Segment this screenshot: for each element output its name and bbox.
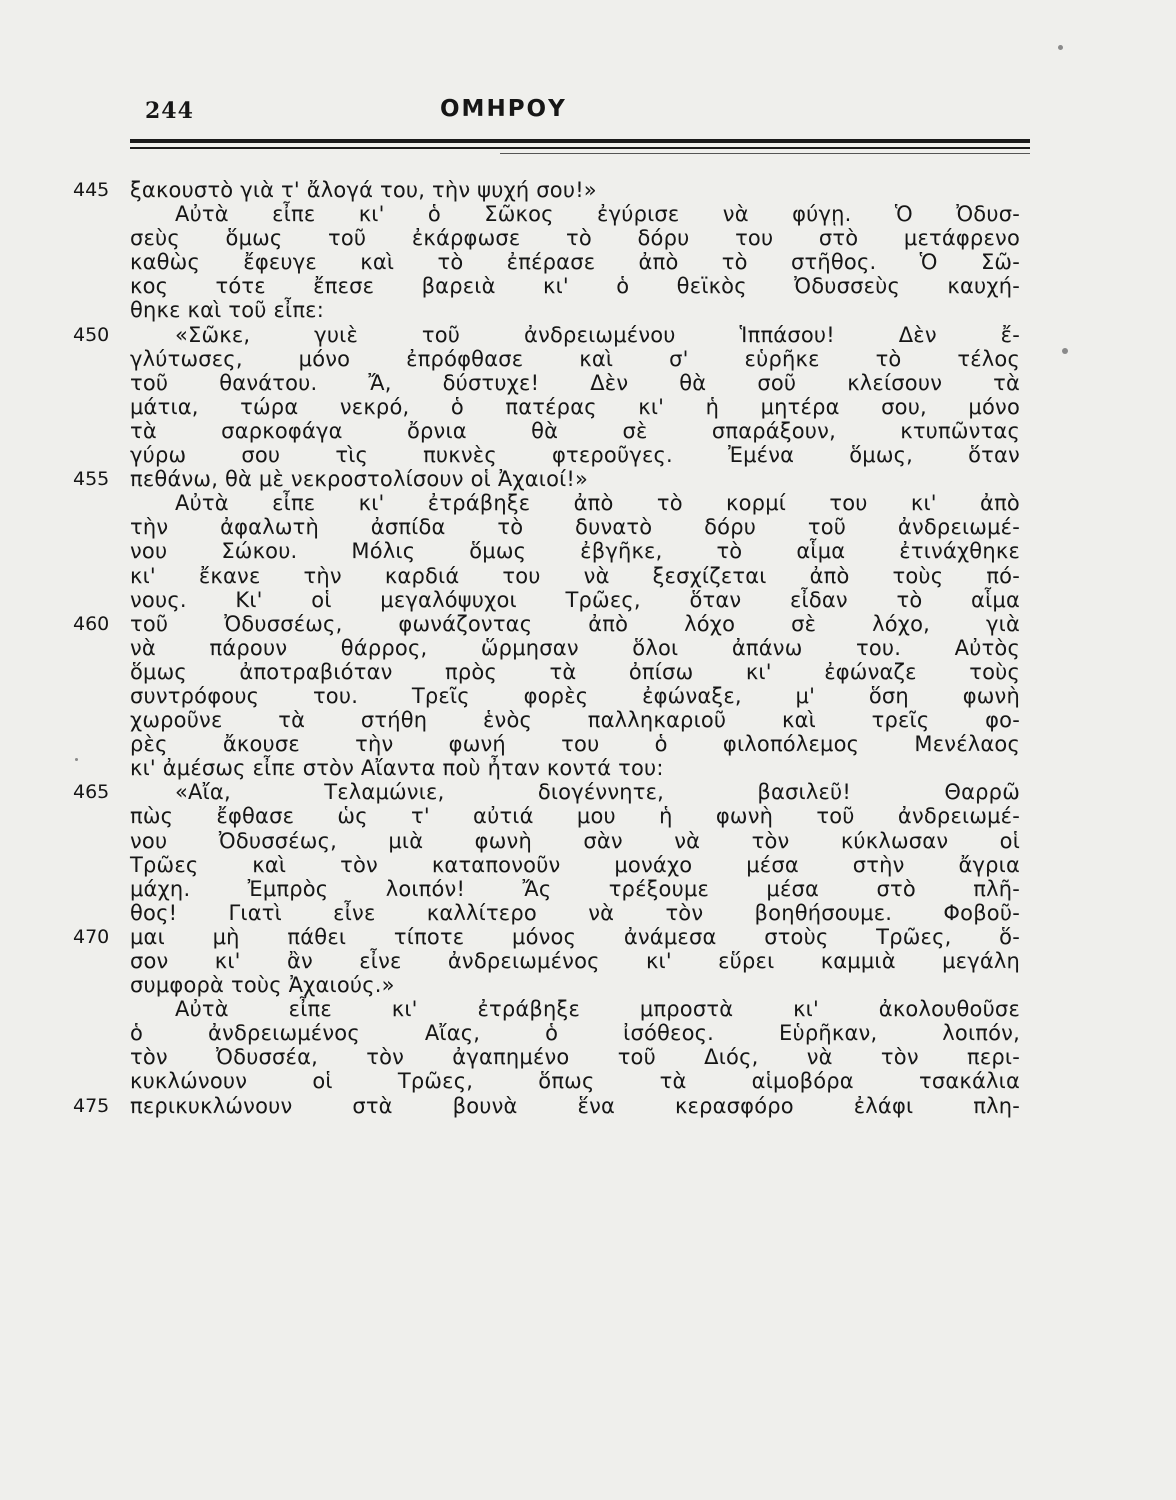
text-line-content: θηκε καὶ τοῦ εἶπε: [130, 298, 325, 323]
text-line [130, 443, 1020, 467]
text-line [130, 1021, 1020, 1045]
text-line-content: συντρόφους του. Τρεῖς φορὲς ἐφώναξε, μ' ὅση φωνὴ [130, 683, 1020, 708]
verse-line-number: 455 [73, 468, 110, 491]
header-rule-fine [500, 153, 1030, 154]
text-line [130, 515, 1020, 539]
text-line-content: νου Σώκου. Μόλις ὅμως ἐβγῆκε, τὸ αἷμα ἐτινάχθηκε [130, 539, 1020, 564]
text-line-content: κι' ἔκανε τὴν καρδιά του νὰ ξεσχίζεται ἀπὸ τοὺς πό- [130, 563, 1020, 588]
text-line [130, 877, 1020, 901]
text-line-content: «Σῶκε, γυιὲ τοῦ ἀνδρειωμένου Ἱππάσου! Δὲν ἔ- [175, 322, 1020, 347]
text-line-content: χωροῦνε τὰ στήθη ἑνὸς παλληκαριοῦ καὶ τρεῖς φο- [130, 708, 1020, 733]
text-line-content: πεθάνω, θὰ μὲ νεκροστολίσουν οἱ Ἀχαιοί!» [130, 467, 589, 492]
text-line [130, 829, 1020, 853]
text-line-content: Αὐτὰ εἶπε κι' ἐτράβηξε ἀπὸ τὸ κορμί του κι' ἀπὸ [175, 491, 1020, 516]
verse-line-number: 450 [73, 323, 110, 346]
text-line-content: μαι μὴ πάθει τίποτε μόνος ἀνάμεσα στοὺς Τρῶες, ὅ- [130, 924, 1020, 949]
text-line [130, 564, 1020, 588]
text-line [130, 732, 1020, 756]
text-line [130, 419, 1020, 443]
text-line [73, 1093, 1020, 1118]
text-line-content: ὅμως ἀποτραβιόταν πρὸς τὰ ὀπίσω κι' ἐφώναζε τοὺς [130, 659, 1020, 684]
text-line-content: νου Ὀδυσσέως, μιὰ φωνὴ σὰν νὰ τὸν κύκλωσαν οἱ [130, 828, 1020, 853]
text-line-content: Τρῶες καὶ τὸν καταπονοῦν μονάχο μέσα στὴν ἄγρια [130, 852, 1020, 877]
text-line [130, 636, 1020, 660]
text-line-content: τοῦ Ὀδυσσέως, φωνάζοντας ἀπὸ λόχο σὲ λόχο, γιὰ [130, 611, 1020, 636]
text-line-content: σεὺς ὅμως τοῦ ἐκάρφωσε τὸ δόρυ του στὸ μετάφρενο [130, 226, 1020, 251]
text-line [130, 202, 1020, 226]
text-line-content: σον κι' ἂν εἶνε ἀνδρειωμένος κι' εὕρει καμμιὰ μεγάλη [130, 949, 1020, 973]
running-title: ΟΜΗΡΟΥ [440, 96, 567, 122]
text-line [130, 588, 1020, 612]
text-line [130, 371, 1020, 395]
text-line-content: ὁ ἀνδρειωμένος Αἴας, ὁ ἰσόθεος. Εὑρῆκαν, λοιπόν, [130, 1021, 1020, 1046]
text-line [73, 178, 1020, 202]
text-line [130, 226, 1020, 250]
text-line [130, 901, 1020, 925]
verse-line-number: 460 [73, 612, 110, 635]
text-line [130, 756, 1020, 780]
text-line [130, 395, 1020, 419]
header-rule-thin [130, 147, 1030, 149]
text-line [130, 997, 1020, 1021]
text-line [130, 298, 1020, 322]
text-line [130, 804, 1020, 828]
text-line-content: νὰ πάρουν θάρρος, ὥρμησαν ὅλοι ἀπάνω του. Αὐτὸς [130, 635, 1020, 660]
text-line-content: καθὼς ἔφευγε καὶ τὸ ἐπέρασε ἀπὸ τὸ στῆθος. Ὁ Σῶ- [130, 250, 1020, 275]
text-line [130, 708, 1020, 732]
text-line-content: «Αἴα, Τελαμώνιε, διογέννητε, βασιλεῦ! Θαρρῶ [175, 780, 1020, 805]
text-line-content: κυκλώνουν οἱ Τρῶες, ὅπως τὰ αἱμοβόρα τσακάλια [130, 1069, 1020, 1094]
text-line [130, 1069, 1020, 1093]
text-line-content: γύρω σου τὶς πυκνὲς φτεροῦγες. Ἐμένα ὅμως, ὅταν [130, 443, 1020, 468]
text-line-content: θος! Γιατὶ εἶνε καλλίτερο νὰ τὸν βοηθήσουμε. Φοβοῦ- [130, 900, 1020, 925]
verse-line-number: 445 [73, 179, 110, 201]
verse-line-number: 465 [73, 781, 110, 804]
text-line [73, 924, 1020, 949]
text-line-content: τὸν Ὀδυσσέα, τὸν ἀγαπημένο τοῦ Διός, νὰ τὸν περι- [130, 1045, 1020, 1070]
text-line-content: κι' ἀμέσως εἶπε στὸν Αἴαντα ποὺ ἦταν κοντά του: [130, 756, 664, 781]
text-line [130, 539, 1020, 563]
text-line-content: Αὐτὰ εἶπε κι' ὁ Σῶκος ἐγύρισε νὰ φύγῃ. Ὁ Ὀδυσ- [175, 202, 1020, 227]
text-line-content: τὰ σαρκοφάγα ὄρνια θὰ σὲ σπαράξουν, κτυπῶντας [130, 418, 1020, 443]
text-line-content: τὴν ἀφαλωτὴ ἀσπίδα τὸ δυνατὸ δόρυ τοῦ ἀνδρειωμέ- [130, 515, 1020, 540]
text-line-content: ρὲς ἄκουσε τὴν φωνή του ὁ φιλοπόλεμος Μενέλαος [130, 732, 1020, 757]
text-line-content: Αὐτὰ εἶπε κι' ἐτράβηξε μπροστὰ κι' ἀκολουθοῦσε [175, 997, 1020, 1022]
text-line-content: μάχη. Ἐμπρὸς λοιπόν! Ἄς τρέξουμε μέσα στὸ πλῆ- [130, 876, 1020, 901]
text-line [130, 853, 1020, 877]
text-line-content: συμφορὰ τοὺς Ἀχαιούς.» [130, 973, 395, 998]
text-line [130, 491, 1020, 515]
page-number: 244 [145, 98, 194, 124]
text-line [130, 347, 1020, 371]
text-line [130, 973, 1020, 997]
text-line [130, 250, 1020, 274]
text-line-content: ξακουστὸ γιὰ τ' ἄλογά του, τὴν ψυχή σου!» [130, 178, 597, 202]
verse-line-number: 475 [73, 1094, 110, 1117]
text-line [130, 1045, 1020, 1069]
verse-line-number: 470 [73, 925, 110, 948]
text-line-content: περικυκλώνουν στὰ βουνὰ ἕνα κερασφόρο ἐλάφι πλη- [130, 1093, 1020, 1118]
text-line [130, 949, 1020, 973]
text-line [73, 611, 1020, 636]
text-line-content: κος τότε ἔπεσε βαρειὰ κι' ὁ θεϊκὸς Ὀδυσσεὺς καυχή- [130, 274, 1020, 299]
text-line [130, 684, 1020, 708]
text-line-content: τοῦ θανάτου. Ἄ, δύστυχε! Δὲν θὰ σοῦ κλείσουν τὰ [130, 370, 1020, 395]
text-line [130, 660, 1020, 684]
body-text [73, 178, 1020, 1118]
text-line [130, 274, 1020, 298]
text-line-content: μάτια, τώρα νεκρό, ὁ πατέρας κι' ἡ μητέρα σου, μόνο [130, 394, 1020, 419]
text-line-content: πὼς ἔφθασε ὡς τ' αὐτιά μου ἡ φωνὴ τοῦ ἀνδρειωμέ- [130, 804, 1020, 829]
text-line-content: γλύτωσες, μόνο ἐπρόφθασε καὶ σ' εὑρῆκε τὸ τέλος [130, 346, 1020, 371]
text-line [73, 322, 1020, 347]
header-rule [130, 139, 1030, 143]
text-line [73, 780, 1020, 805]
text-line [73, 467, 1020, 492]
text-line-content: νους. Κι' οἱ μεγαλόψυχοι Τρῶες, ὅταν εἶδαν τὸ αἷμα [130, 587, 1020, 612]
page-header [145, 92, 1030, 132]
